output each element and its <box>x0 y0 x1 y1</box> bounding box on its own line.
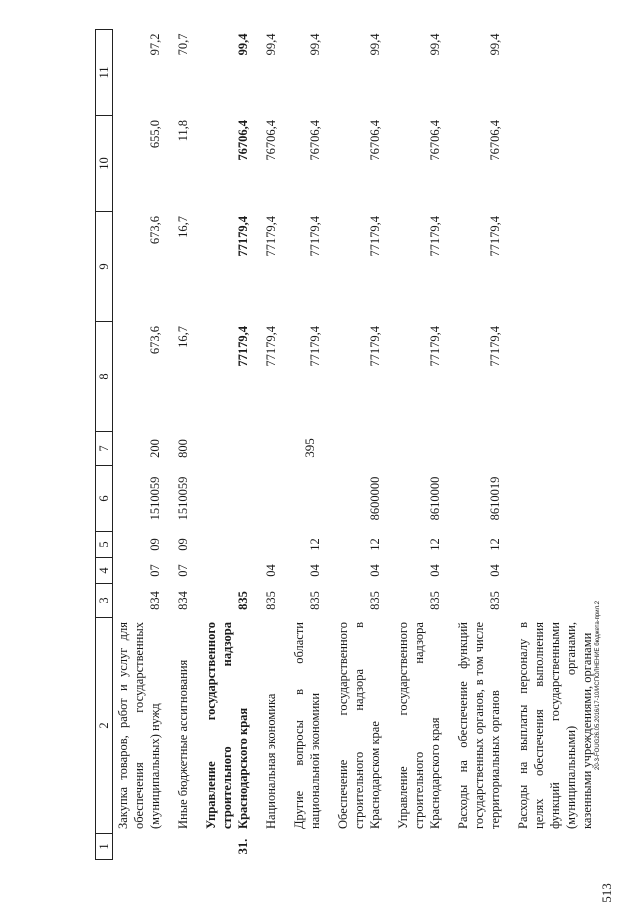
cell-c10: 76706,4 <box>264 120 278 161</box>
cell-c10: 76706,4 <box>428 120 442 161</box>
cell-c11: 99,4 <box>368 33 382 56</box>
cell-c4: 04 <box>264 564 278 577</box>
cell-c3: 835 <box>488 591 502 610</box>
cell-c9: 77179,4 <box>264 216 278 257</box>
cell-num <box>513 834 597 860</box>
column-header: 3 <box>96 584 113 618</box>
cell-c10: 11,8 <box>176 120 190 142</box>
cell-c3: 834 <box>148 591 162 610</box>
table-row <box>513 30 597 860</box>
column-header: 9 <box>96 212 113 322</box>
cell-c9: 77179,4 <box>428 216 442 257</box>
cell-c5: 12 <box>428 538 442 551</box>
header-row <box>96 30 113 860</box>
cell-c10: 76706,4 <box>308 120 322 161</box>
cell-c11: 99,4 <box>236 33 250 56</box>
cell-c5: 12 <box>368 538 382 551</box>
column-header: 8 <box>96 322 113 432</box>
cell-num <box>173 834 193 860</box>
cell-c4: 04 <box>368 564 382 577</box>
cell-c3: 835 <box>264 591 278 610</box>
cell-c6: 1510059 <box>148 476 162 521</box>
cell-name: Другие вопросы в области национальной экономики <box>292 622 322 829</box>
cell-num <box>289 834 325 860</box>
cell-num <box>261 834 281 860</box>
cell-c8 <box>513 322 597 432</box>
cell-num <box>113 834 166 860</box>
cell-c4 <box>201 558 253 584</box>
cell-c5: 12 <box>308 538 322 551</box>
cell-c5 <box>261 532 281 558</box>
cell-c9: 77179,4 <box>368 216 382 257</box>
cell-name: Иные бюджетные ассигнования <box>176 659 190 829</box>
column-header: 6 <box>96 466 113 532</box>
cell-c7 <box>261 432 281 466</box>
cell-c7 <box>453 432 505 466</box>
table-row <box>333 30 385 860</box>
table-row <box>453 30 505 860</box>
column-header: 10 <box>96 116 113 212</box>
cell-c6 <box>201 466 253 532</box>
cell-c7: 800 <box>176 439 190 458</box>
cell-c7: 200 <box>148 439 162 458</box>
cell-c11 <box>513 30 597 116</box>
cell-c5: 12 <box>488 538 502 551</box>
cell-c4: 07 <box>176 564 190 577</box>
cell-c5: 09 <box>148 538 162 551</box>
cell-c8: 77179,4 <box>368 326 382 367</box>
cell-num <box>393 834 445 860</box>
cell-c6: 8610000 <box>428 476 442 521</box>
cell-num <box>453 834 505 860</box>
cell-c4: 04 <box>428 564 442 577</box>
cell-c10: 76706,4 <box>368 120 382 161</box>
cell-c7 <box>289 432 325 466</box>
cell-c9: 77179,4 <box>236 216 250 257</box>
cell-c7 <box>513 432 597 466</box>
cell-c4: 04 <box>488 564 502 577</box>
cell-c8: 77179,4 <box>308 326 322 367</box>
cell-c9 <box>513 212 597 322</box>
column-header: 1 <box>96 834 113 860</box>
cell-c8: 673,6 <box>148 326 162 355</box>
budget-table <box>95 29 605 860</box>
cell-c6: 8610019 <box>488 476 502 521</box>
cell-name: Национальная экономика <box>264 693 278 829</box>
cell-c6 <box>261 466 281 532</box>
cell-c11: 70,7 <box>176 33 190 56</box>
budget-table-sheet <box>95 30 600 860</box>
page-number: 395 <box>301 438 317 458</box>
table-row <box>173 30 193 860</box>
cell-c11: 99,4 <box>488 33 502 56</box>
cell-num <box>333 834 385 860</box>
cell-c5 <box>201 532 253 558</box>
cell-c8: 77179,4 <box>488 326 502 367</box>
column-header: 7 <box>96 432 113 466</box>
cell-c11: 97,2 <box>148 33 162 56</box>
cell-c10: 76706,4 <box>236 120 250 161</box>
cell-c8: 77179,4 <box>236 326 250 367</box>
cell-c3: 834 <box>176 591 190 610</box>
cell-c11: 99,4 <box>428 33 442 56</box>
cell-c4 <box>513 558 597 584</box>
cell-c3: 835 <box>236 591 250 610</box>
cell-c10: 76706,4 <box>488 120 502 161</box>
cell-c8: 77179,4 <box>264 326 278 367</box>
cell-c6 <box>513 466 597 532</box>
table-row <box>393 30 445 860</box>
table-row <box>261 30 281 860</box>
cell-c3 <box>513 584 597 618</box>
column-header: 11 <box>96 30 113 116</box>
cell-name: Управление государственного строительного надзора Краснодарского края <box>204 622 250 829</box>
cell-c10: 655,0 <box>148 120 162 149</box>
cell-c8: 77179,4 <box>428 326 442 367</box>
cell-c4: 07 <box>148 564 162 577</box>
column-header: 5 <box>96 532 113 558</box>
cell-c9: 16,7 <box>176 216 190 238</box>
table-row <box>113 30 166 860</box>
cell-c9: 77179,4 <box>488 216 502 257</box>
cell-c7 <box>333 432 385 466</box>
corner-number: 513 <box>598 883 614 903</box>
cell-c5: 09 <box>176 538 190 551</box>
cell-name: Управление государственного строительного надзора Краснодарского края <box>396 622 442 829</box>
footer-code: 20-3-FOUG26.05.2016/17-10/ИСПОЛНЕНИЕ бюджета-прил.2 <box>595 600 601 770</box>
cell-name: Закупка товаров, работ и услуг для обеспечения государственных (муниципальных) нужд <box>116 622 162 829</box>
table-body <box>113 30 606 860</box>
cell-c11: 99,4 <box>264 33 278 56</box>
column-header: 2 <box>96 618 113 834</box>
cell-c11: 99,4 <box>308 33 322 56</box>
cell-c7 <box>201 432 253 466</box>
cell-name: Расходы на обеспечение функций государственных органов, в том числе территориальных органов <box>456 622 502 829</box>
cell-c10 <box>513 116 597 212</box>
table-row <box>289 30 325 860</box>
cell-c5 <box>513 532 597 558</box>
cell-c8: 16,7 <box>176 326 190 348</box>
cell-c3: 835 <box>428 591 442 610</box>
cell-c7 <box>393 432 445 466</box>
column-header: 4 <box>96 558 113 584</box>
cell-name: Расходы на выплаты персоналу в целях обеспечения выполнения функций государственными (муниципальными) органами, казенными учреждениями, органами <box>516 622 594 829</box>
cell-c3: 835 <box>368 591 382 610</box>
cell-c6 <box>289 466 325 532</box>
cell-c9: 673,6 <box>148 216 162 245</box>
cell-name: Обеспечение государственного строительного надзора в Краснодарском крае <box>336 622 382 829</box>
cell-c6: 8600000 <box>368 476 382 521</box>
cell-c3: 835 <box>308 591 322 610</box>
cell-c4: 04 <box>308 564 322 577</box>
cell-c6: 1510059 <box>176 476 190 521</box>
table-row <box>201 30 253 860</box>
cell-num: 31. <box>236 838 250 855</box>
cell-c9: 77179,4 <box>308 216 322 257</box>
